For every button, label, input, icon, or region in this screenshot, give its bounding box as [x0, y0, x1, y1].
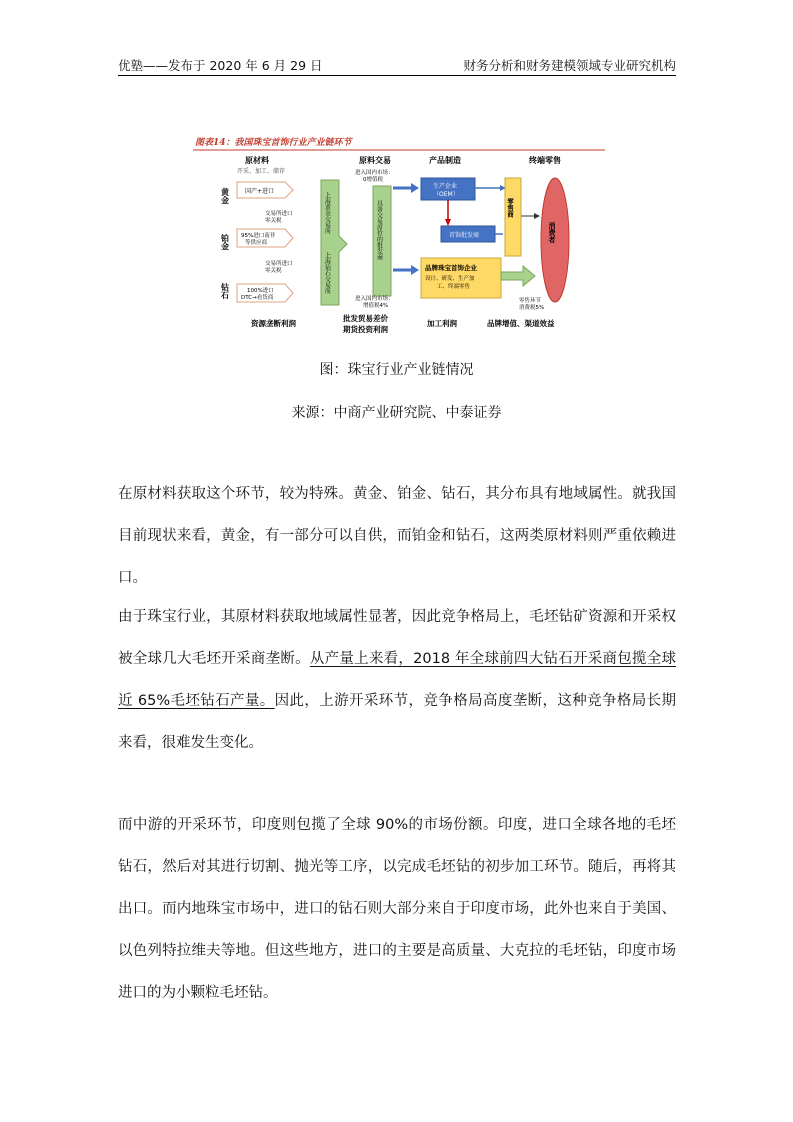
brand-label-3: 工、终端零售 — [437, 284, 471, 290]
industry-chain-diagram — [193, 130, 605, 340]
jewelry-wholesaler-label: 首饰批发商 — [449, 232, 480, 239]
figure-title: 图表14：我国珠宝首饰行业产业链环节 — [195, 138, 352, 148]
col-header-raw: 原材料 — [245, 156, 269, 165]
paragraph-midstream: 而中游的开采环节，印度则包揽了全球 90%的市场份额。印度，进口全球各地的毛坯钻石，然后对其进行切割、抛光等工序，以完成毛坯钻的初步加工环节。随后，再将其出口。而内地珠宝市场中，进口的钻石则大部分来自于印度市场，此外也来自于美国、以色列特拉维夫等地。但这些地方，进口的主要是高质量、大克拉的毛坯钻，印度市场进口的为小颗粒毛坯钻。 — [118, 817, 676, 1001]
paragraph-competition-part-1: 由于珠宝行业，其原材料获取地域属性显著，因此竞争格局上，毛坯钻矿资源和开采权被全球几大毛坯开采商垄断。 — [118, 609, 676, 667]
material-gold: 黄金 — [220, 188, 230, 204]
brand-label-1: 品牌珠宝首饰企业 — [425, 264, 477, 272]
domestic-bot-1: 进入国内市场： — [355, 296, 394, 302]
platinum-source-label: 95%进口南非 — [241, 233, 276, 239]
material-platinum: 铂金 — [220, 234, 230, 250]
bottom-label-processing: 加工利润 — [427, 319, 457, 328]
paragraph-competition-part-3: 因此，上游开采环节，竞争格局高度垄断，这种竞争格局长期来看，很难发生变化。 — [118, 693, 677, 751]
raw-sub-label: 开采、加工、储存 — [237, 168, 286, 175]
paragraph-competition-underlined: 从产量上来看，2018 年全球前四大钻石开采商包揽全球近 65%毛坯钻石产量。 — [118, 651, 676, 709]
consumer-label: 消费者 — [548, 222, 556, 243]
bottom-label-wholesale: 批发贸易差价 — [343, 314, 388, 323]
producer-label-1: 生产企业 — [433, 183, 458, 190]
arrow-to-brand-head — [411, 265, 419, 275]
arrow-brand-to-consumer — [501, 266, 535, 286]
wholesale-label: 具备交易席位的批发商 — [375, 200, 383, 260]
tax-note-1a: 交易所进口 — [265, 211, 293, 217]
header-publish-date: 优塾——发布于 2020 年 6 月 29 日 — [118, 58, 323, 73]
col-header-manufacture: 产品制造 — [429, 156, 461, 165]
producer-label-2: （OEM） — [433, 191, 459, 198]
figure-source: 来源：中商产业研究院、中泰证券 — [291, 405, 502, 421]
brand-label-2: 设计、研发、生产加 — [425, 276, 475, 282]
material-diamond: 钻石 — [220, 283, 230, 299]
domestic-bot-2: 增值税4% — [363, 303, 389, 309]
tax-note-2a: 交易所进口 — [265, 261, 293, 267]
paragraph-competition — [118, 596, 676, 764]
col-header-retail: 终端零售 — [529, 156, 561, 165]
domestic-top-1: 进入国内市场： — [355, 170, 394, 176]
col-header-trade: 原料交易 — [359, 156, 391, 165]
diamond-source-label-1: 100%进口 — [247, 288, 274, 294]
page-header — [118, 54, 676, 76]
bottom-label-futures: 期货投资利润 — [343, 325, 388, 334]
arrow-producer-to-wholesaler-head — [445, 219, 451, 226]
diamond-source-label-2: DTC→看货商 — [241, 295, 274, 301]
gold-source-label: 国产+进口 — [245, 188, 275, 195]
domestic-top-2: 0增值税 — [363, 177, 383, 183]
retail-tax-1: 零售环节 — [519, 298, 542, 304]
exchange-label-1: 上海黄金交易所 — [323, 192, 331, 234]
tax-note-2b: 零关税 — [265, 268, 282, 274]
header-org-name: 财务分析和财务建模领域专业研究机构 — [463, 58, 676, 73]
paragraph-raw-materials: 在原材料获取这个环节，较为特殊。黄金、铂金、钻石，其分布具有地域属性。就我国目前现状来看，黄金，有一部分可以自供，而铂金和钻石，这两类原材料则严重依赖进口。 — [118, 486, 676, 586]
exchange-label-2: 上海钻石交易所 — [323, 252, 331, 294]
tax-note-1b: 零关税 — [265, 218, 282, 224]
retailer-label: 零售商 — [506, 198, 514, 218]
bottom-label-resource: 资源垄断利润 — [251, 319, 296, 328]
platinum-extra-label: 等供应商 — [245, 240, 268, 246]
arrow-to-producer-head — [411, 183, 419, 193]
industry-chain-figure — [193, 130, 605, 340]
retail-tax-2: 消费税5% — [519, 305, 545, 311]
figure-caption: 图：珠宝行业产业链情况 — [319, 362, 474, 378]
bottom-label-brand: 品牌增值、渠道效益 — [487, 319, 555, 328]
